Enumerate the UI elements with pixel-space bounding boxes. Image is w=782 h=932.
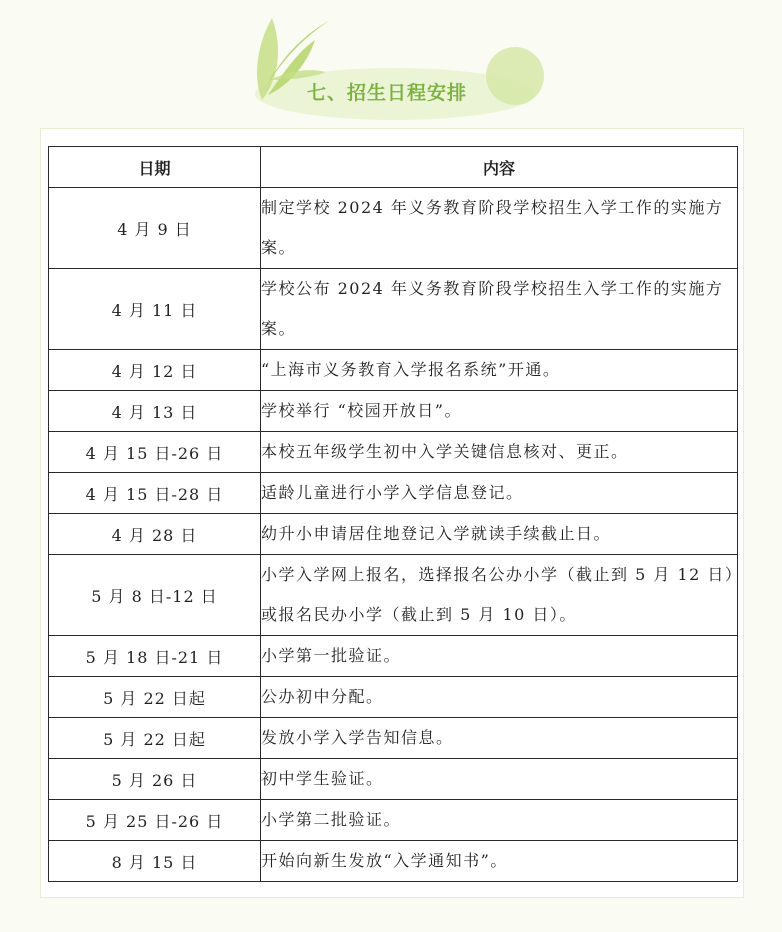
table-row xyxy=(49,800,738,841)
table-row xyxy=(49,391,738,432)
row-date: 8 月 15 日 xyxy=(49,841,261,882)
row-date: 5 月 22 日起 xyxy=(49,718,261,759)
row-content: 发放小学入学告知信息。 xyxy=(261,718,738,759)
row-date: 4 月 15 日-28 日 xyxy=(49,473,261,514)
row-content: 制定学校 2024 年义务教育阶段学校招生入学工作的实施方案。 xyxy=(261,188,738,269)
row-content: 学校举行 “校园开放日”。 xyxy=(261,391,738,432)
table-row xyxy=(49,841,738,882)
table-row xyxy=(49,432,738,473)
section-header xyxy=(0,0,782,130)
row-date: 4 月 13 日 xyxy=(49,391,261,432)
row-content: “上海市义务教育入学报名系统”开通。 xyxy=(261,350,738,391)
row-content: 小学第二批验证。 xyxy=(261,800,738,841)
table-row xyxy=(49,514,738,555)
section-title: 七、招生日程安排 xyxy=(306,82,467,104)
row-content: 初中学生验证。 xyxy=(261,759,738,800)
table-row xyxy=(49,555,738,636)
row-date: 5 月 18 日-21 日 xyxy=(49,636,261,677)
table-row xyxy=(49,473,738,514)
table-row xyxy=(49,677,738,718)
row-date: 5 月 26 日 xyxy=(49,759,261,800)
row-content: 幼升小申请居住地登记入学就读手续截止日。 xyxy=(261,514,738,555)
row-content: 学校公布 2024 年义务教育阶段学校招生入学工作的实施方案。 xyxy=(261,269,738,350)
row-content: 本校五年级学生初中入学关键信息核对、更正。 xyxy=(261,432,738,473)
row-content: 公办初中分配。 xyxy=(261,677,738,718)
table-row xyxy=(49,636,738,677)
table-header-row xyxy=(49,147,738,188)
leaf-decoration-icon xyxy=(0,0,782,130)
schedule-table xyxy=(48,146,738,882)
table-row xyxy=(49,759,738,800)
table-row xyxy=(49,718,738,759)
table-row xyxy=(49,269,738,350)
row-date: 5 月 25 日-26 日 xyxy=(49,800,261,841)
row-date: 4 月 11 日 xyxy=(49,269,261,350)
column-header-date: 日期 xyxy=(49,147,261,188)
row-content: 小学入学网上报名，选择报名公办小学（截止到 5 月 12 日）或报名民办小学（截止到 5 月 10 日）。 xyxy=(261,555,738,636)
row-content: 适龄儿童进行小学入学信息登记。 xyxy=(261,473,738,514)
table-row xyxy=(49,188,738,269)
row-content: 开始向新生发放“入学通知书”。 xyxy=(261,841,738,882)
row-date: 4 月 15 日-26 日 xyxy=(49,432,261,473)
row-content: 小学第一批验证。 xyxy=(261,636,738,677)
row-date: 5 月 8 日-12 日 xyxy=(49,555,261,636)
row-date: 4 月 12 日 xyxy=(49,350,261,391)
row-date: 4 月 28 日 xyxy=(49,514,261,555)
row-date: 4 月 9 日 xyxy=(49,188,261,269)
table-row xyxy=(49,350,738,391)
column-header-content: 内容 xyxy=(261,147,738,188)
row-date: 5 月 22 日起 xyxy=(49,677,261,718)
